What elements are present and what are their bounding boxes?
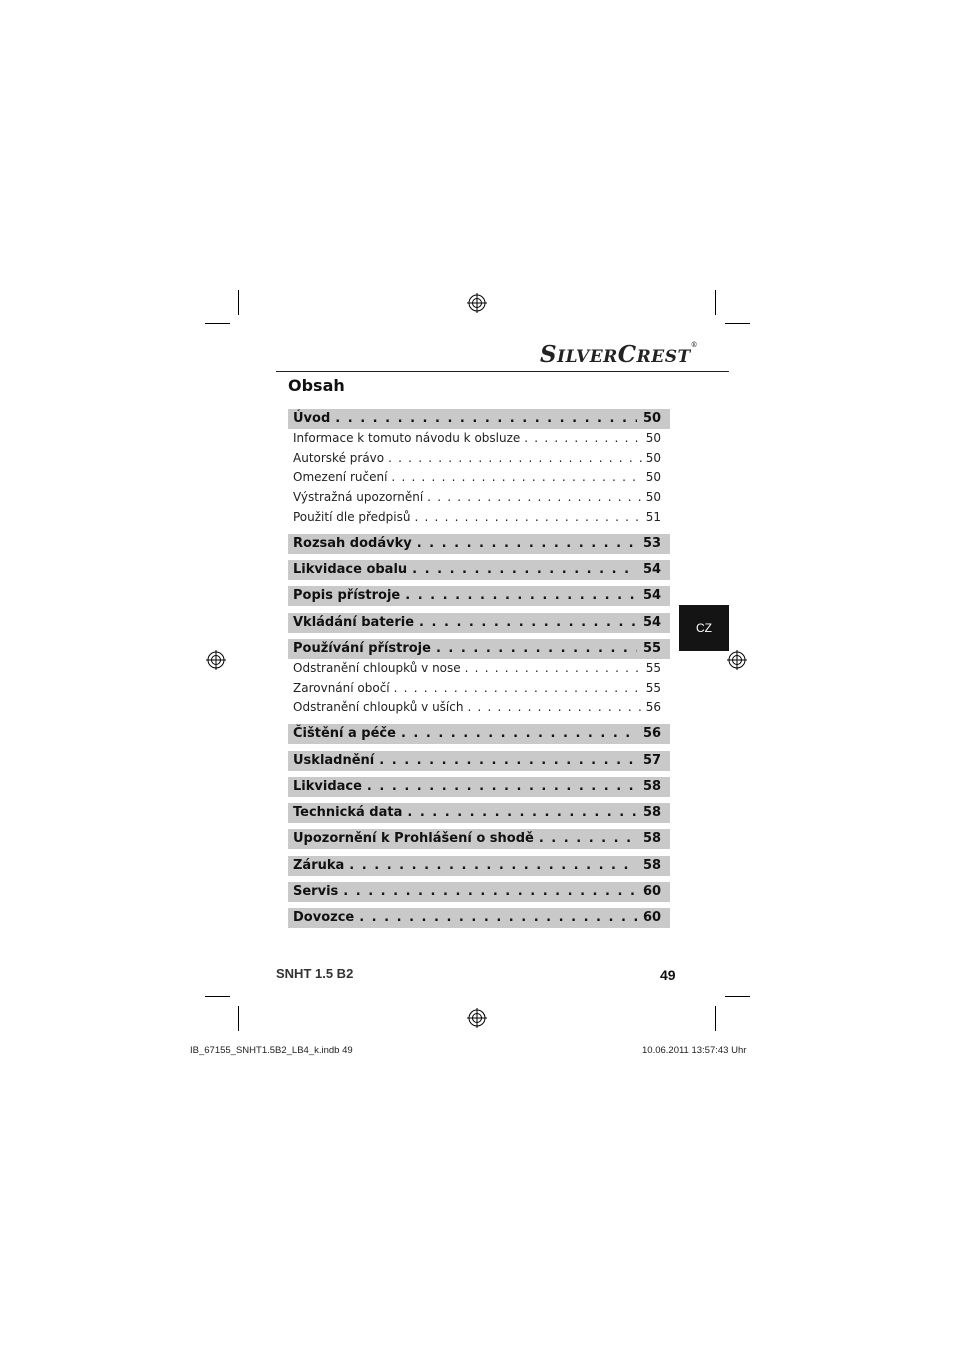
toc-label: Likvidace obalu: [293, 562, 408, 578]
toc-leader: [539, 829, 637, 849]
toc-label: Rozsah dodávky: [293, 535, 412, 551]
toc-page: 50: [645, 470, 661, 485]
toc-page: 50: [645, 450, 661, 465]
toc-leader: [343, 882, 637, 902]
footer-model: SNHT 1.5 B2: [276, 966, 354, 981]
toc-page: 53: [643, 535, 662, 551]
crop-mark: [205, 323, 230, 324]
toc-section: [288, 534, 670, 554]
toc-entry: [288, 449, 670, 469]
toc-label: Omezení ručení: [293, 470, 388, 485]
toc-leader: [465, 659, 642, 679]
toc-entry: [288, 679, 670, 699]
crop-mark: [725, 996, 750, 997]
toc-leader: [335, 409, 637, 429]
toc-section: [288, 882, 670, 902]
toc-page: 56: [645, 700, 661, 715]
toc-label: Záruka: [293, 857, 345, 873]
toc-section: [288, 409, 670, 429]
crop-mark: [238, 1006, 239, 1031]
toc-label: Odstranění chloupků v uších: [293, 700, 464, 715]
toc-label: Úvod: [293, 411, 331, 426]
toc-section: [288, 560, 670, 580]
toc-entry: [288, 468, 670, 488]
toc-leader: [412, 560, 637, 580]
toc-entry: [288, 488, 670, 508]
crop-mark: [205, 996, 230, 997]
toc-leader: [467, 698, 642, 718]
toc-page: 51: [645, 509, 661, 524]
toc-label: Čištění a péče: [293, 726, 396, 742]
toc-section: [288, 908, 670, 928]
toc-section: [288, 751, 670, 771]
language-tab: CZ: [679, 605, 729, 651]
print-slug-left: IB_67155_SNHT1.5B2_LB4_k.indb 49: [190, 1045, 353, 1056]
toc-label: Dovozce: [293, 910, 355, 926]
toc-leader: [391, 468, 642, 488]
registration-mark-icon: [467, 293, 487, 313]
registration-mark-icon: [206, 650, 226, 670]
toc-label: Uskladnění: [293, 752, 375, 768]
toc-section: [288, 803, 670, 823]
toc-leader: [394, 679, 642, 699]
toc-label: Používání přístroje: [293, 640, 431, 656]
toc-label: Autorské právo: [293, 450, 385, 465]
toc-page: 55: [643, 640, 662, 656]
toc-leader: [427, 488, 642, 508]
toc-page: 50: [643, 411, 662, 426]
toc-page: 60: [643, 884, 662, 900]
toc-page: 58: [643, 805, 662, 821]
toc-page: 60: [643, 910, 662, 926]
page-title: Obsah: [288, 376, 345, 395]
page-number: 49: [660, 967, 676, 983]
registration-mark-icon: [467, 1008, 487, 1028]
toc-label: Servis: [293, 884, 339, 900]
toc-label: Použití dle předpisů: [293, 509, 411, 524]
toc-leader: [407, 803, 637, 823]
toc-label: Informace k tomuto návodu k obsluze: [293, 430, 521, 445]
toc-page: 57: [643, 752, 662, 768]
crop-mark: [725, 323, 750, 324]
toc-leader: [401, 724, 637, 744]
toc-leader: [367, 777, 637, 797]
toc-page: 55: [645, 660, 661, 675]
toc-leader: [349, 856, 637, 876]
toc-section: [288, 639, 670, 659]
toc-section: [288, 613, 670, 633]
toc-label: Výstražná upozornění: [293, 490, 424, 505]
toc-page: 55: [645, 680, 661, 695]
toc-leader: [415, 508, 643, 528]
toc-entry: [288, 698, 670, 718]
toc-label: Vkládání baterie: [293, 614, 415, 630]
crop-mark: [715, 1006, 716, 1031]
toc-leader: [379, 751, 637, 771]
toc-page: 58: [643, 857, 662, 873]
toc-section: [288, 829, 670, 849]
toc-section: [288, 777, 670, 797]
toc-entry: [288, 659, 670, 679]
toc-leader: [419, 613, 637, 633]
registration-mark-icon: [727, 650, 747, 670]
toc-page: 58: [643, 778, 662, 794]
toc-leader: [436, 639, 637, 659]
toc-page: 56: [643, 726, 662, 742]
crop-mark: [715, 290, 716, 315]
toc-label: Zarovnání obočí: [293, 680, 390, 695]
toc-page: 50: [645, 430, 661, 445]
print-slug-right: 10.06.2011 13:57:43 Uhr: [642, 1045, 747, 1056]
toc-leader: [417, 534, 637, 554]
toc-page: 58: [643, 831, 662, 847]
toc-page: 54: [643, 614, 662, 630]
toc-entry: [288, 429, 670, 449]
table-of-contents: [288, 409, 670, 928]
toc-page: 50: [645, 490, 661, 505]
toc-label: Upozornění k Prohlášení o shodě: [293, 831, 534, 847]
toc-section: [288, 724, 670, 744]
toc-label: Technická data: [293, 805, 403, 821]
toc-entry: [288, 508, 670, 528]
toc-label: Likvidace: [293, 778, 362, 794]
toc-leader: [524, 429, 642, 449]
toc-label: Odstranění chloupků v nose: [293, 660, 461, 675]
toc-page: 54: [643, 562, 662, 578]
toc-label: Popis přístroje: [293, 588, 401, 604]
crop-mark: [238, 290, 239, 315]
toc-leader: [359, 908, 637, 928]
toc-page: 54: [643, 588, 662, 604]
toc-section: [288, 856, 670, 876]
brand-logo: SILVERCREST®: [540, 341, 699, 368]
header-rule: [276, 371, 729, 372]
toc-section: [288, 586, 670, 606]
toc-leader: [405, 586, 637, 606]
toc-leader: [388, 449, 642, 469]
